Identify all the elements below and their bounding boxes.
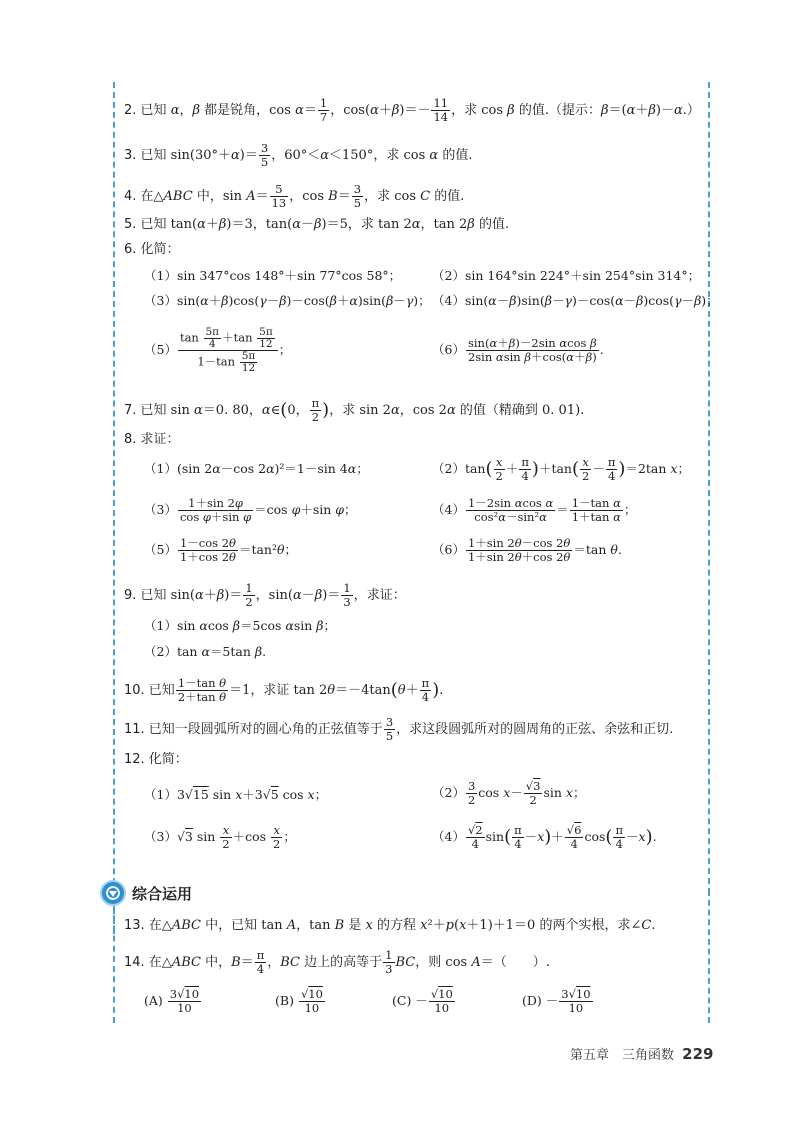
problem-9-2: （2）tan α＝5tan β. <box>144 644 267 659</box>
problem-8-5: （5） $\frac{1-\cos 2\theta}{1+\cos 2\theta}$ ＝tan²θ； <box>144 536 298 564</box>
choice-d[interactable]: (D) － $\frac{3√10}{10}$ <box>522 987 591 1015</box>
problem-6-2: （2）sin 164°sin 224°＋sin 254°sin 314°； <box>432 268 701 283</box>
problem-5: 5. 已知 tan(α＋β)＝3，tan(α－β)＝5，求 tan 2α，tan 2β 的值. <box>124 217 510 232</box>
problem-3: 3. 已知 sin(30°＋α)＝ $\frac{3}{5}$ ，60°＜α＜150°，求 cos α 的值. <box>124 141 473 169</box>
problem-12-3: （3）√3 sin $\frac{x}{2}$ ＋cos $\frac{x}{2}$ ； <box>144 823 296 851</box>
problem-8-3: （3） $\frac{1+\sin 2\varphi}{\text{cos φ＋sin φ}}$ ＝cos φ＋sin φ； <box>144 496 357 524</box>
problem-6-6: （6） $\frac{\text{sin(α＋β)－2sin αcos β}}{\text{2sin αsin β＋cos(α＋β)}}$ . <box>432 336 604 364</box>
problem-9-1: （1）sin αcos β＝5cos αsin β； <box>144 618 337 633</box>
problem-6-4: （4）sin(α－β)sin(β－γ)－cos(α－β)cos(γ－β)； <box>432 293 719 308</box>
problem-13: 13. 在△ABC 中，已知 tan A，tan B 是 x 的方程 x²＋p(x＋1)＋1＝0 的两个实根，求∠C. <box>124 918 656 933</box>
problem-8-4: （4） $\frac{\text{1－2sin αcos α}}{\text{cos²α－sin²α}}$ ＝ $\frac{\text{1－tan α}}{\text{1＋tan α}}$ ； <box>432 496 637 524</box>
problem-8: 8. 求证： <box>124 432 180 447</box>
problem-2: 2. 已知 α，β 都是锐角，cos α＝ $\frac{1}{7}$ ，cos(α＋β)＝－ $\frac{11}{14}$ ，求 cos β 的值.（提示：β＝(α＋β)－α.） <box>124 96 700 124</box>
problem-8-1: （1）(sin 2α－cos 2α)²＝1－sin 4α； <box>144 461 369 476</box>
section-target-icon <box>100 880 126 906</box>
choice-c[interactable]: (C) － $\frac{√10}{10}$ <box>392 987 453 1015</box>
problem-8-6: （6） $\frac{1+\sin 2\theta-\cos 2\theta}{1+\sin 2\theta+\cos 2\theta}$ ＝tan θ. <box>432 536 622 564</box>
problem-12-1: （1）3√15 sin x＋3√5 cos x； <box>144 787 328 802</box>
problem-12-2: （2） $\frac{3}{2}$ cos x－ $\frac{√3}{2}$ sin x； <box>432 779 586 807</box>
problem-7: 7. 已知 sin α＝0. 80，α∈(0， $\frac{\pi}{2}$ )，求 sin 2α，cos 2α 的值（精确到 0. 01). <box>124 396 585 424</box>
dashed-frame-left <box>113 82 115 934</box>
dashed-frame-left-lower <box>113 905 115 1023</box>
problem-8-2: （2）tan( $\frac{x}{2}$ ＋ $\frac{\pi}{4}$ )＋tan( $\frac{x}{2}$ － $\frac{\pi}{4}$ )＝2tan x； <box>432 455 690 483</box>
problem-6-1: （1）sin 347°cos 148°＋sin 77°cos 58°； <box>144 268 402 283</box>
choice-b[interactable]: (B) $\frac{√10}{10}$ <box>275 987 323 1015</box>
problem-6: 6. 化简： <box>124 242 180 257</box>
page-number: 229 <box>682 1045 714 1063</box>
problem-10: 10. 已知 $\frac{\text{1－tan θ}}{\text{2＋tan θ}}$ ＝1，求证 tan 2θ＝－4tan(θ＋ $\frac{\pi}{4}$ ). <box>124 676 444 704</box>
problem-6-3: （3）sin(α＋β)cos(γ－β)－cos(β＋α)sin(β－γ)； <box>144 293 431 308</box>
problem-4: 4. 在△ABC 中，sin A＝ $\frac{5}{13}$ ，cos B＝ $\frac{3}{5}$ ，求 cos C 的值. <box>124 182 465 210</box>
page-footer <box>570 1044 713 1063</box>
section-title: 综合运用 <box>132 884 193 903</box>
chapter-label: 第五章 三角函数 <box>570 1048 675 1063</box>
problem-14: 14. 在△ABC 中，B＝ $\frac{\pi}{4}$ ，BC 边上的高等于 $\frac{1}{3}$ BC，则 cos A＝（ ）. <box>124 948 550 976</box>
problem-12-4: （4） $\frac{√2}{4}$ sin( $\frac{\pi}{4}$ －x)＋ $\frac{√6}{4}$ cos( $\frac{\pi}{4}$ －x). <box>432 823 657 851</box>
problem-11: 11. 已知一段圆弧所对的圆心角的正弦值等于 $\frac{3}{5}$ ，求这段圆弧所对的圆周角的正弦、余弦和正切. <box>124 715 674 743</box>
dashed-frame-right-lower <box>708 890 710 1023</box>
dashed-frame-right <box>708 82 710 894</box>
problem-6-5: （5） tan $\frac{5\pi}{4}$ ＋tan $\frac{5\pi}{12}$ 1－tan $\frac{5\pi}{12}$ ； <box>144 326 292 374</box>
choice-a[interactable]: (A) $\frac{3√10}{10}$ <box>144 987 200 1015</box>
problem-9: 9. 已知 sin(α＋β)＝ $\frac{1}{2}$ ，sin(α－β)＝ $\frac{1}{3}$ ，求证： <box>124 581 406 609</box>
problem-12: 12. 化简： <box>124 752 188 767</box>
section-heading <box>100 880 192 906</box>
